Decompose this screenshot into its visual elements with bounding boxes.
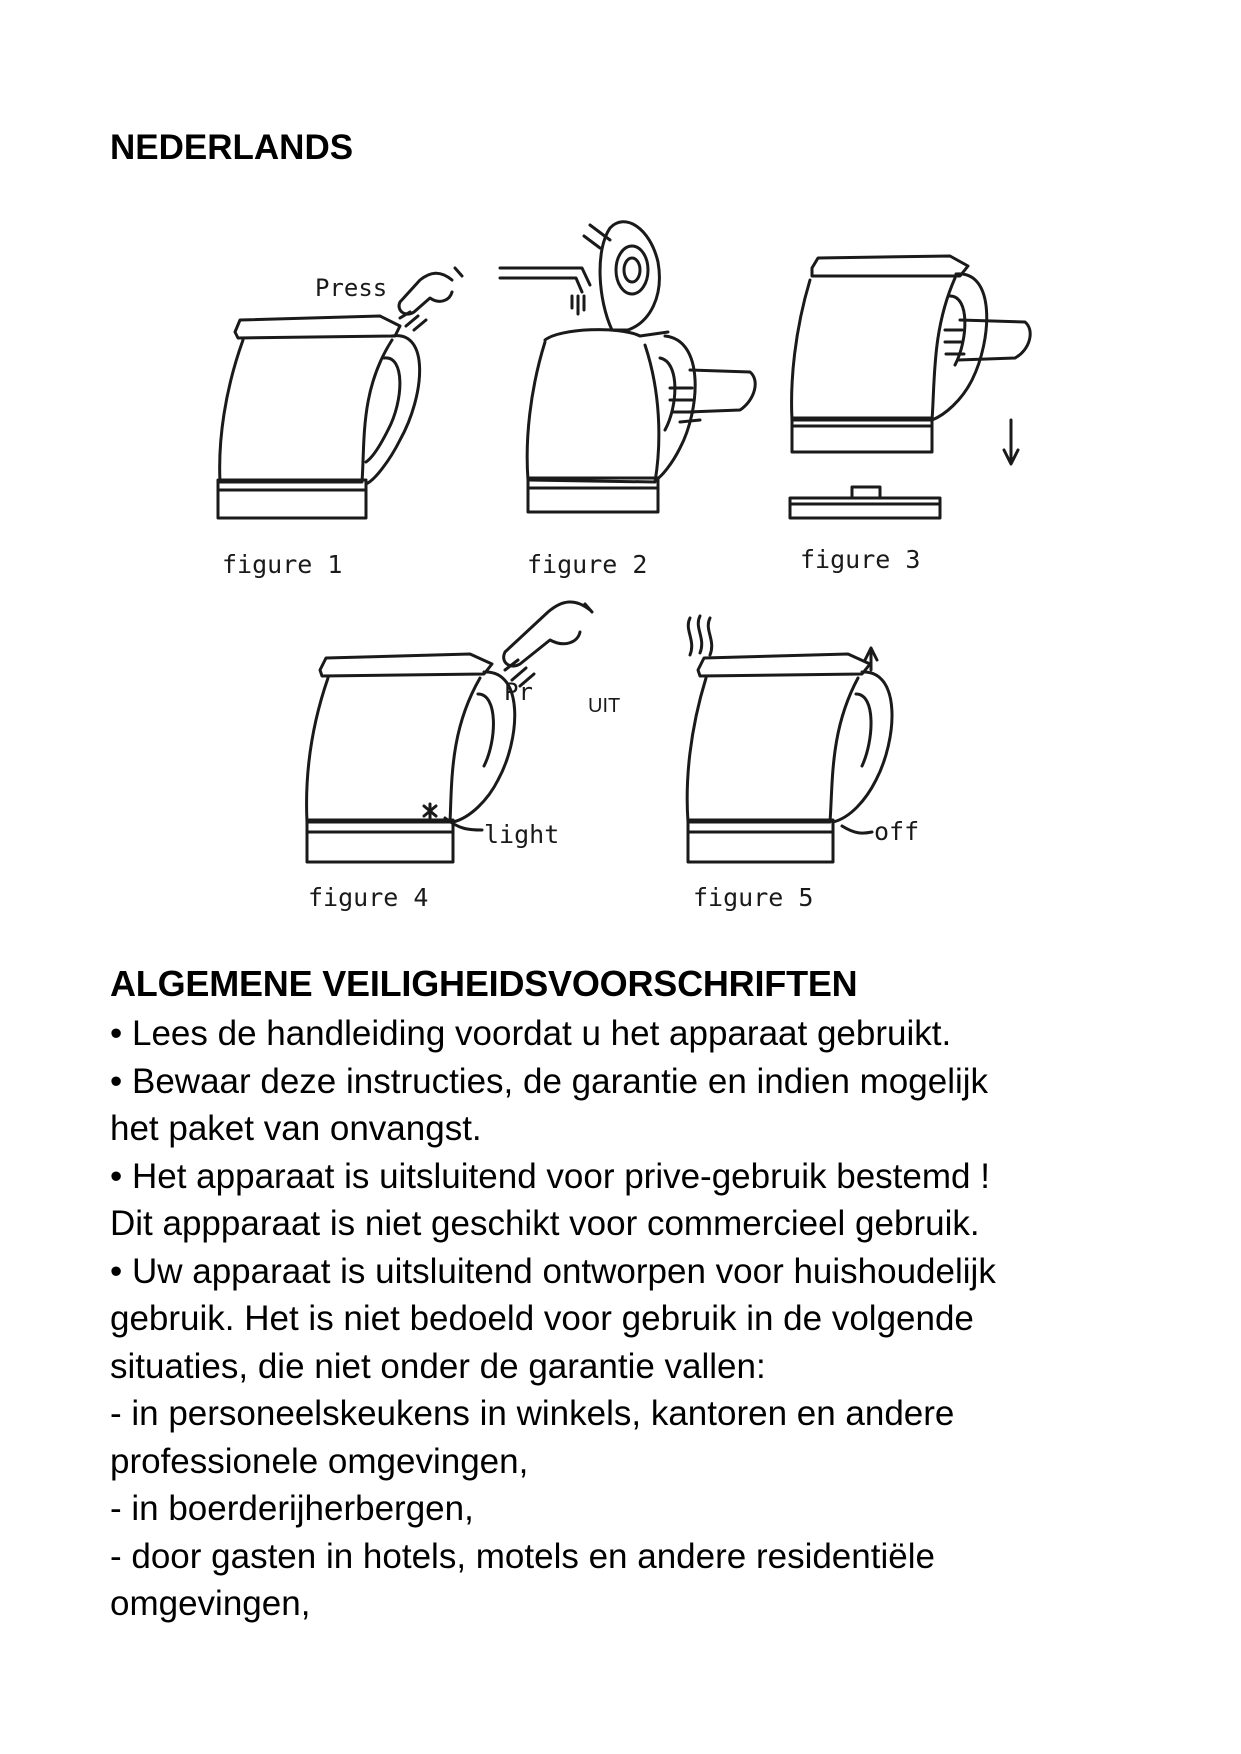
safety-line: gebruik. Het is niet bedoeld voor gebruik in de volgende — [110, 1299, 974, 1338]
figure-5-caption: figure 5 — [693, 883, 814, 912]
figure-2-kettle — [500, 222, 755, 512]
language-heading: NEDERLANDS — [110, 128, 354, 167]
figure-4-caption: figure 4 — [308, 883, 429, 912]
figure-1-press-label: Press — [315, 274, 388, 302]
figure-4-press-label: Pr — [504, 678, 533, 706]
figure-4-uit-label: UIT — [588, 695, 621, 717]
safety-line: • Het apparaat is uitsluitend voor prive-gebruik bestemd ! — [110, 1156, 990, 1196]
figure-1-caption: figure 1 — [222, 550, 343, 579]
safety-line: omgevingen, — [110, 1584, 311, 1623]
safety-line: professionele omgevingen, — [110, 1441, 529, 1481]
safety-line: het paket van onvangst. — [110, 1109, 482, 1148]
safety-line: • Lees de handleiding voordat u het apparaat gebruikt. — [110, 1014, 952, 1053]
figure-3-caption: figure 3 — [800, 545, 921, 574]
figure-2-caption: figure 2 — [527, 550, 648, 579]
safety-line: situaties, die niet onder de garantie vallen: — [110, 1346, 766, 1386]
figure-3-kettle — [790, 256, 1030, 518]
safety-line: - in personeelskeukens in winkels, kantoren en andere — [110, 1394, 955, 1433]
figure-1-kettle — [218, 268, 462, 518]
figure-5-off-label: off — [874, 817, 920, 846]
safety-line: Dit appparaat is niet geschikt voor commercieel gebruik. — [110, 1204, 980, 1243]
safety-instructions — [110, 1010, 1190, 1628]
safety-line: • Bewaar deze instructies, de garantie en indien mogelijk — [110, 1061, 989, 1101]
figure-4-light-label: light — [484, 820, 560, 849]
safety-heading: ALGEMENE VEILIGHEIDSVOORSCHRIFTEN — [110, 963, 858, 1004]
safety-line: - in boerderijherbergen, — [110, 1489, 474, 1528]
safety-line: - door gasten in hotels, motels en andere residentiële — [110, 1536, 935, 1576]
safety-line: • Uw apparaat is uitsluitend ontworpen voor huishoudelijk — [110, 1251, 996, 1291]
figure-5-kettle — [687, 616, 892, 862]
